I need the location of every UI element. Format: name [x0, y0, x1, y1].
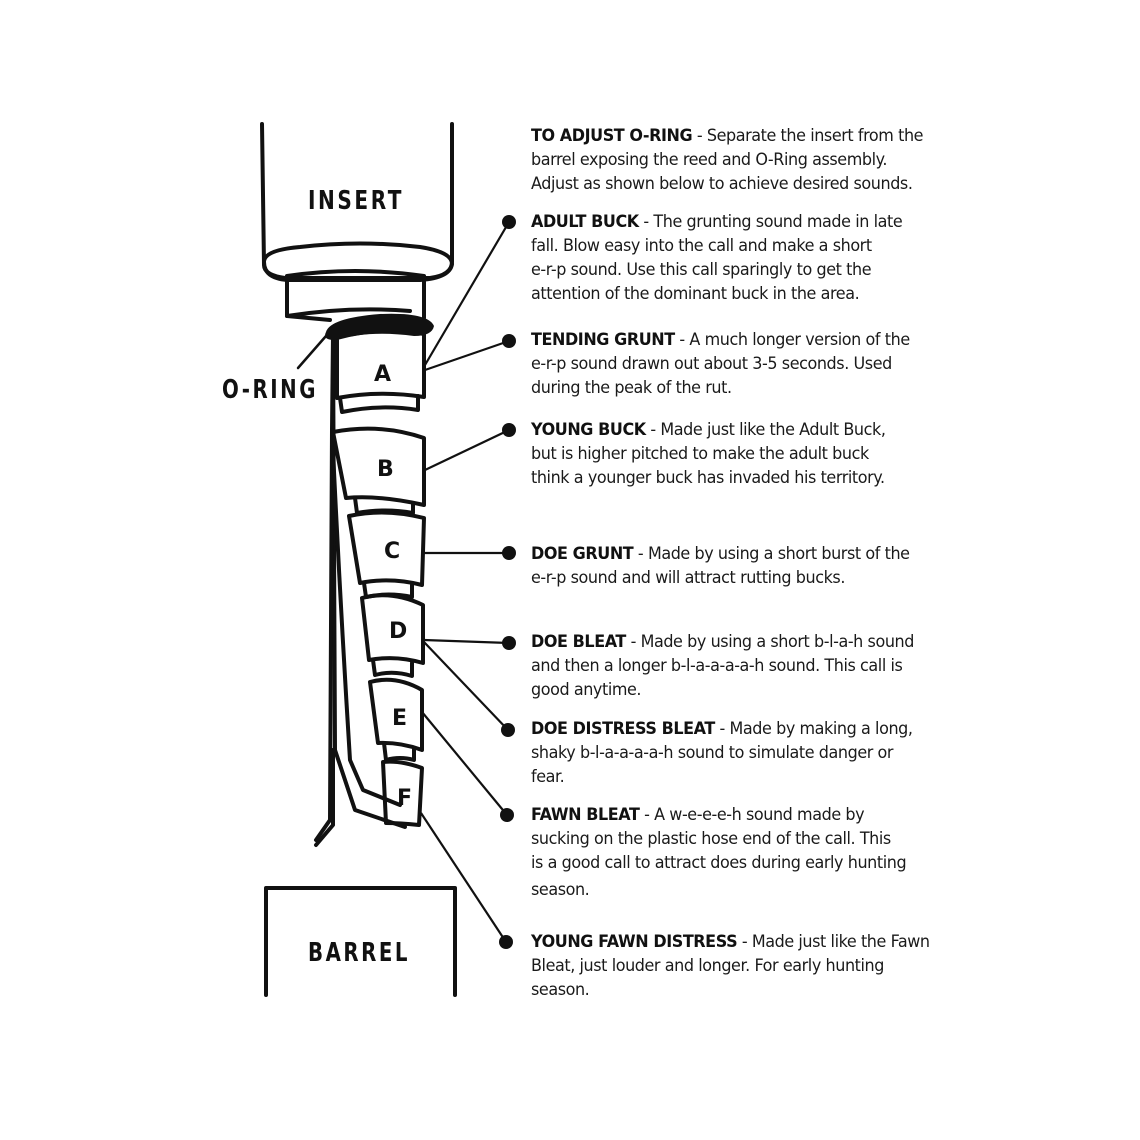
- instruction-line: during the peak of the rut.: [531, 378, 732, 398]
- instruction-tending-grunt: TENDING GRUNT - A much longer version of the e-r-p sound drawn out about 3-5 seconds. Used during the peak of the rut.: [531, 330, 910, 398]
- instruction-title: YOUNG FAWN DISTRESS: [531, 932, 738, 952]
- o-ring-band: [325, 314, 434, 340]
- instruction-doe-grunt: DOE GRUNT - Made by using a short burst of the e-r-p sound and will attract rutting bucks.: [531, 544, 910, 588]
- instruction-line: The grunting sound made in late: [653, 212, 903, 232]
- insert-label: INSERT: [308, 186, 404, 216]
- instruction-line: fall. Blow easy into the call and make a short: [531, 236, 872, 256]
- o-ring-label: O-RING: [222, 375, 318, 405]
- callout-dot-doe-bleat: [502, 636, 516, 650]
- instruction-line: A w-e-e-e-h sound made by: [654, 805, 865, 825]
- instruction-line: A much longer version of the: [689, 330, 910, 350]
- instruction-doe-distress-bleat: DOE DISTRESS BLEAT - Made by making a long, shaky b-l-a-a-a-a-h sound to simulate danger or fear.: [531, 719, 913, 787]
- instruction-title: TENDING GRUNT: [531, 330, 675, 350]
- instruction-line: attention of the dominant buck in the area.: [531, 284, 860, 304]
- instruction-title: FAWN BLEAT: [531, 805, 640, 825]
- instruction-title: YOUNG BUCK: [531, 420, 646, 440]
- instruction-title: ADULT BUCK: [531, 212, 639, 232]
- o-ring-leader: [298, 336, 326, 368]
- instruction-young-fawn-distress: YOUNG FAWN DISTRESS - Made just like the Fawn Bleat, just louder and longer. For early hunting season.: [531, 932, 930, 1000]
- segment-b-label: B: [377, 457, 394, 482]
- instruction-line: Separate the insert from the: [706, 126, 924, 146]
- callout-dot-fawn-bleat: [500, 808, 514, 822]
- callout-dot-tending-grunt: [502, 334, 516, 348]
- instruction-line: season.: [531, 980, 590, 1000]
- instruction-line: barrel exposing the reed and O-Ring assembly.: [531, 150, 888, 170]
- instruction-line: and then a longer b-l-a-a-a-a-h sound. This call is: [531, 656, 903, 676]
- instruction-title: DOE GRUNT: [531, 544, 634, 564]
- instruction-title: DOE DISTRESS BLEAT: [531, 719, 715, 739]
- instruction-line: Bleat, just louder and longer. For early hunting: [531, 956, 884, 976]
- segment-e-label: E: [392, 706, 408, 731]
- callout-dot-adult-buck: [502, 215, 516, 229]
- segment-f-label: F: [397, 786, 413, 811]
- instruction-line: fear.: [531, 767, 565, 787]
- instruction-line: Adjust as shown below to achieve desired sounds.: [531, 174, 913, 194]
- segment-a-label: A: [374, 362, 392, 387]
- instruction-line: season.: [531, 880, 590, 900]
- instruction-young-buck: YOUNG BUCK - Made just like the Adult Buck, but is higher pitched to make the adult buck think a younger buck has invaded his territory.: [531, 420, 886, 488]
- instruction-line: good anytime.: [531, 680, 642, 700]
- instruction-line: think a younger buck has invaded his territory.: [531, 468, 885, 488]
- instruction-line: Made by using a short burst of the: [647, 544, 910, 564]
- instruction-title: DOE BLEAT: [531, 632, 626, 652]
- instruction-line: e-r-p sound drawn out about 3-5 seconds. Used: [531, 354, 892, 374]
- callout-dot-young-buck: [502, 423, 516, 437]
- instruction-doe-bleat: DOE BLEAT - Made by using a short b-l-a-h sound and then a longer b-l-a-a-a-a-h sound. This call is good anytime.: [531, 632, 914, 700]
- callout-dot-young-fawn-distress: [499, 935, 513, 949]
- instruction-line: Made just like the Adult Buck,: [660, 420, 886, 440]
- segment-c-label: C: [384, 539, 401, 564]
- instruction-line: Made just like the Fawn: [751, 932, 930, 952]
- callout-dot-doe-grunt: [502, 546, 516, 560]
- callout-dot-doe-distress-bleat: [501, 723, 515, 737]
- instruction-line: e-r-p sound. Use this call sparingly to get the: [531, 260, 872, 280]
- instruction-adult-buck: ADULT BUCK - The grunting sound made in late fall. Blow easy into the call and make a short e-r-p sound. Use this call sparingly to get the attention of the dominant buck in the area.: [531, 212, 903, 304]
- barrel-label: BARREL: [308, 938, 410, 968]
- instruction-fawn-bleat: FAWN BLEAT - A w-e-e-e-h sound made by sucking on the plastic hose end of the call. This is a good call to attract does during early hunting season.: [531, 805, 907, 900]
- instruction-line: but is higher pitched to make the adult buck: [531, 444, 869, 464]
- instruction-line: shaky b-l-a-a-a-a-h sound to simulate danger or: [531, 743, 894, 763]
- instruction-line: Made by making a long,: [729, 719, 913, 739]
- instruction-title: TO ADJUST O-RING: [531, 126, 693, 146]
- instruction-line: is a good call to attract does during early hunting: [531, 853, 907, 873]
- instruction-line: Made by using a short b-l-a-h sound: [640, 632, 914, 652]
- instruction-line: sucking on the plastic hose end of the call. This: [531, 829, 891, 849]
- instruction-adjust-o-ring: TO ADJUST O-RING - Separate the insert from the barrel exposing the reed and O-Ring assembly. Adjust as shown below to achieve desired sounds.: [531, 126, 924, 194]
- segment-d-label: D: [389, 619, 408, 644]
- instruction-line: e-r-p sound and will attract rutting bucks.: [531, 568, 845, 588]
